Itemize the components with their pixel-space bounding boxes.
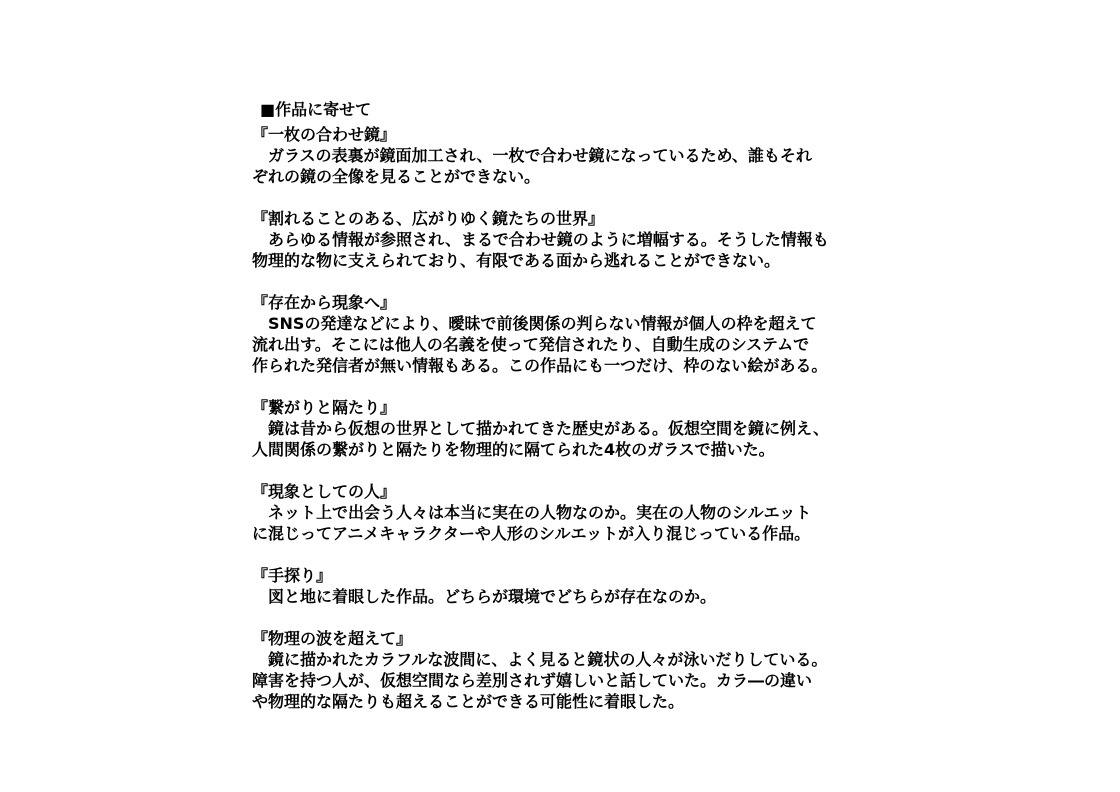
section-title: 『割れることのある、広がりゆく鏡たちの世界』 xyxy=(252,209,605,228)
section-text-line: 人間関係の繋がりと隔たりを物理的に隔てられた4枚のガラスで描いた。 xyxy=(252,440,775,459)
section-butsuri-no-nami-wo-koete xyxy=(252,628,892,712)
section-title: 『繋がりと隔たり』 xyxy=(252,398,397,417)
section-text-line: 鏡に描かれたカラフルな波間に、よく見ると鏡状の人々が泳いだりしている。 xyxy=(268,650,828,669)
section-title: 『現象としての人』 xyxy=(252,482,397,501)
section-wareru-kagami-no-sekai xyxy=(252,208,892,271)
section-text-line: ネット上で出会う人々は本当に実在の人物なのか。実在の人物のシルエット xyxy=(268,503,812,522)
section-title: 『物理の波を超えて』 xyxy=(252,629,413,648)
section-text-line: SNSの発達などにより、曖昧で前後関係の判らない情報が個人の枠を超えて xyxy=(268,314,817,333)
section-text-line: 鏡は昔から仮想の世界として描かれてきた歴史がある。仮想空間を鏡に例え、 xyxy=(268,419,829,438)
section-text-line: 障害を持つ人が、仮想空間なら差別されず嬉しいと話していた。カラ―の違い xyxy=(252,671,813,690)
section-tsunagari-to-hedatari xyxy=(252,397,892,460)
section-text-line: に混じってアニメキャラクターや人形のシルエットが入り混じっている作品。 xyxy=(252,524,811,543)
section-text-line: 作られた発信者が無い情報もある。この作品にも一つだけ、枠のない絵がある。 xyxy=(252,356,828,375)
section-text-line: あらゆる情報が参照され、まるで合わせ鏡のように増幅する。そうした情報も xyxy=(268,230,829,249)
section-text-line: 物理的な物に支えられており、有限である面から逃れることができない。 xyxy=(252,251,781,270)
section-text-line: ぞれの鏡の全像を見ることができない。 xyxy=(252,167,541,186)
section-ichimai-no-awasekagami xyxy=(252,124,892,187)
section-title: 『存在から現象へ』 xyxy=(252,293,397,312)
section-text-line: 図と地に着眼した作品。どちらが環境でどちらが存在なのか。 xyxy=(268,587,717,606)
section-title: 『一枚の合わせ鏡』 xyxy=(252,125,397,144)
section-genshou-to-shite-no-hito xyxy=(252,481,892,544)
section-sonzai-kara-genshou-e xyxy=(252,292,892,376)
section-title: 『手探り』 xyxy=(252,566,333,585)
section-text-line: 流れ出す。そこには他人の名義を使って発信されたり、自動生成のシステムで xyxy=(252,335,810,354)
document-heading: ■作品に寄せて xyxy=(260,100,372,119)
section-text-line: や物理的な隔たりも超えることができる可能性に着眼した。 xyxy=(252,692,685,711)
section-tesaguri xyxy=(252,565,892,607)
section-text-line: ガラスの表裏が鏡面加工され、一枚で合わせ鏡になっているため、誰もそれ xyxy=(268,146,812,165)
document-page xyxy=(252,100,892,733)
